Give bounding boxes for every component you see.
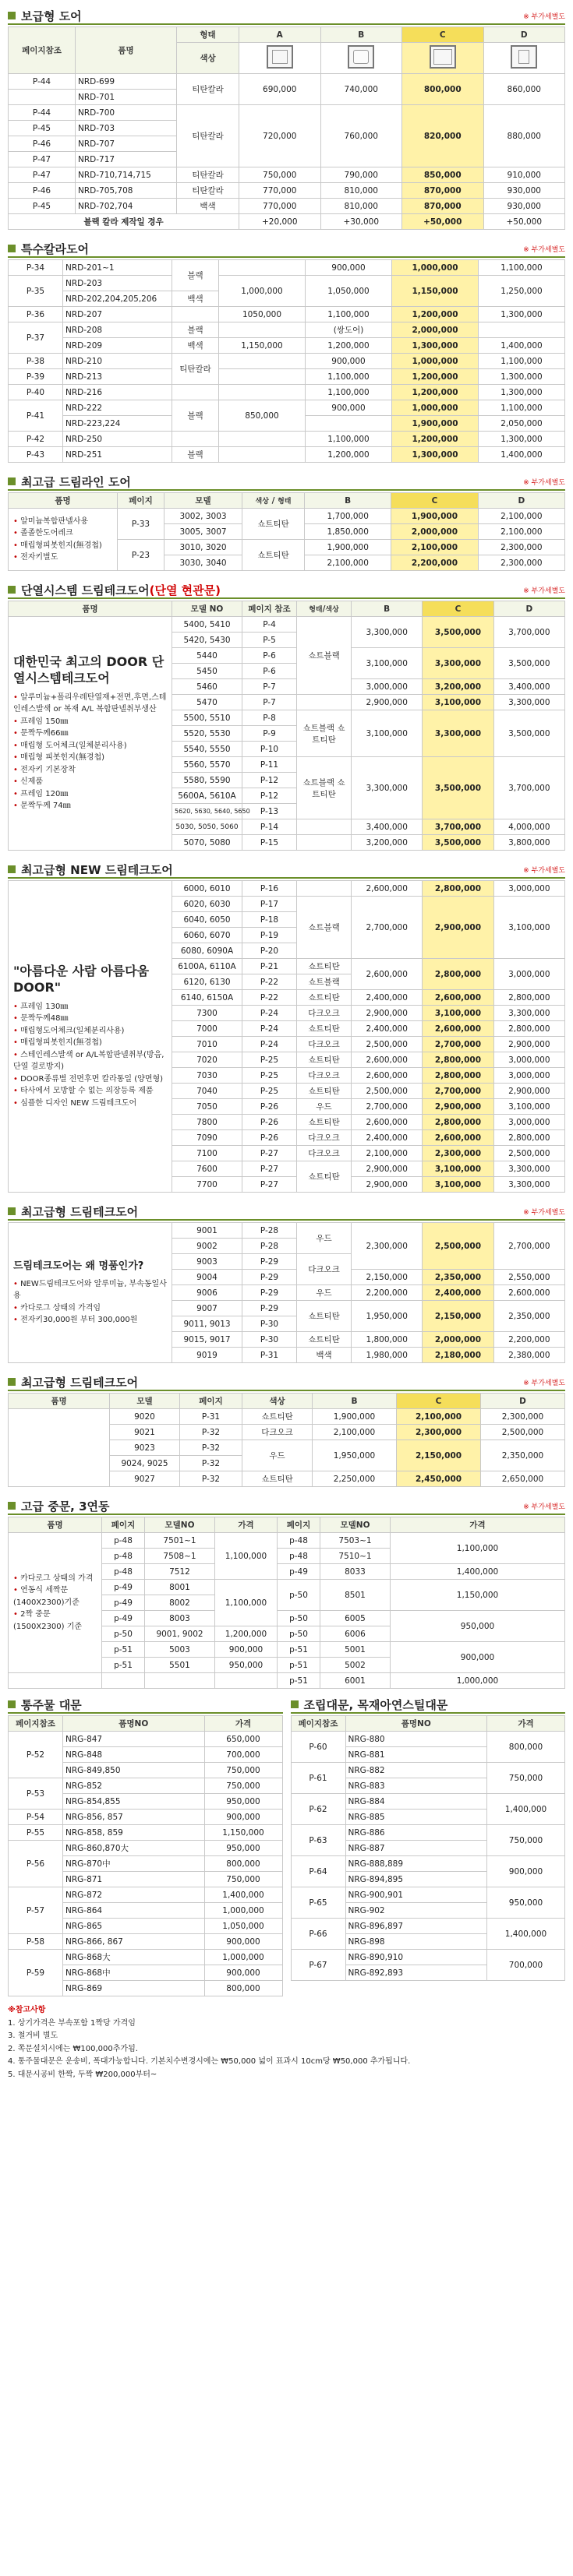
section-title: 최고급 드림라인 도어 [21, 474, 131, 489]
table-row: NRD-209 백색 1,150,000 1,200,000 1,300,000 1,400,000 [9, 338, 565, 354]
table-row: P-40 NRD-216 1,100,000 1,200,000 1,300,000 [9, 385, 565, 400]
table-row: 7010 P-24 다크오크 2,500,000 2,700,000 2,900,000 [9, 1037, 565, 1052]
feature-list: • 카다로그 상태의 가격 • 연동식 세짝문 (1400X2300)기준 • 2짝 중문(1500X2300) 기준 [9, 1533, 102, 1673]
table-row: 5580, 5590 P-12 [9, 773, 565, 788]
table-row: p-51 6001 1,000,000 [9, 1673, 565, 1689]
note-line: 4. 통주물대문은 운송비, 폭대가능합니다. 기본치수변경시에는 ₩50,000 넓이 표과시 10cm당 ₩50,000 추가됩니다. [8, 2057, 411, 2066]
table-row: 9020 P-31 쇼트티탄 1,900,000 2,100,000 2,300,000 [9, 1409, 565, 1425]
section-title: 최고급형 드림테크도어 [21, 1204, 139, 1219]
table-row: p-48 7508~1 p-48 7510~1 [9, 1549, 565, 1564]
table-row: 6120, 6130 P-22 쇼트블랙 [9, 974, 565, 990]
table-row: p-49 8002 [9, 1595, 565, 1611]
section-title: 조립대문, 목재아연스틸대문 [303, 1697, 448, 1712]
table-row: p-51 5003 900,000 p-51 5001 900,000 [9, 1642, 565, 1658]
table-row: 7100 P-27 다크오크 2,100,000 2,300,000 2,500,000 [9, 1146, 565, 1161]
section-insulated-door [0, 574, 573, 854]
table-row: 6020, 6030 P-17 쇼트블랙 2,700,000 2,900,000 3,100,000 [9, 897, 565, 912]
square-bullet-icon [8, 12, 16, 19]
table-row: P-42 NRD-250 1,100,000 1,200,000 1,300,000 [9, 432, 565, 447]
table-row: 5500, 5510 P-8 쇼트블랙 쇼트티탄 3,100,000 3,300,000 3,500,000 [9, 710, 565, 726]
table-row: 대한민국 최고의 DOOR 단열시스템테크도어 • 알루미늄+폴리우레탄열재+전면,후면,스테인레스발색 or 복재 A/L 복합판넬취부생산 • 프레임 150㎜ • 문짝두께66㎜ • 매립형 도어체크(일체분리사용) • 매립형 피봇힌지(無경첩) • 전자키 기본장착 • 신제품 • 프레임 120㎜ • 문짝두께 74㎜ 5400, 5410 P-4 쇼트블랙 3,300,000 3,500,000 3,700,000 [9, 617, 565, 633]
section-header [8, 582, 565, 599]
section-header [8, 8, 565, 25]
section-assembled-gate [291, 1697, 566, 1996]
col-b: B [320, 27, 402, 43]
section-header [291, 1697, 566, 1714]
table-row: NRD-223,224 1,900,000 2,050,000 [9, 416, 565, 432]
table-row: NRG-894,895 [291, 1872, 565, 1887]
table-row: NRG-869 800,000 [9, 1981, 283, 1996]
vat-note: ※ 부가세별도 [523, 12, 565, 21]
table-row: P-64 NRG-888,889 900,000 [291, 1856, 565, 1872]
table-row: NRG-865 1,050,000 [9, 1919, 283, 1934]
price-table-assembled-gate: 페이지참조 품명NO 가격 P-60 NRG-880 800,000 NRG-881 P-61 NRG-882 750,000 NRG-883 P-62 NRG-884 1,400,000 NRG-885 P-63 NRG-886 750,000 NRG-887 P-64 NRG-888,889 900,000 NRG-894,895 P-65 NRG-900,901 950,000 NRG-902 P-66 NRG-896,897 1,400,000 NRG-898 P-67 NRG-890,910 700,000 NRG-892,893 [291, 1715, 566, 1981]
table-row: NRG-887 [291, 1841, 565, 1856]
table-row: P-23 3010, 3020 쇼트티탄 1,900,000 2,100,000 2,300,000 [9, 540, 565, 555]
table-row: P-46 NRD-705,708 티탄칼라 770,000 810,000 870,000 930,000 [9, 183, 565, 199]
col-c: C [402, 27, 484, 43]
table-row: 5540, 5550 P-10 [9, 742, 565, 757]
square-bullet-icon [8, 1700, 16, 1708]
table-row: P-61 NRG-882 750,000 [291, 1763, 565, 1778]
section-header [8, 474, 565, 491]
square-bullet-icon [8, 477, 16, 485]
section-header [8, 1374, 565, 1391]
table-row: 5560, 5570 P-11 쇼트블랙 쇼트티탄 3,300,000 3,500,000 3,700,000 [9, 757, 565, 773]
table-row: P-38 NRD-210 티탄칼라 900,000 1,000,000 1,100,000 [9, 354, 565, 369]
table-row: NRG-898 [291, 1934, 565, 1950]
table-row: NRG-892,893 [291, 1965, 565, 1981]
table-row: P-55 NRG-858, 859 1,150,000 [9, 1825, 283, 1841]
table-row: 9007 P-29 쇼트티탄 1,950,000 2,150,000 2,350,000 [9, 1301, 565, 1316]
table-row: NRG-864 1,000,000 [9, 1903, 283, 1919]
table-row: P-66 NRG-896,897 1,400,000 [291, 1919, 565, 1934]
price-table-basic [8, 26, 565, 230]
table-row: NRG-881 [291, 1747, 565, 1763]
table-row: P-43 NRD-251 블랙 1,200,000 1,300,000 1,400,000 [9, 447, 565, 463]
door-type-b-icon [348, 45, 374, 69]
table-row: 5600A, 5610A P-12 [9, 788, 565, 804]
table-row: NRD-202,204,205,206 백색 [9, 291, 565, 307]
table-row: p-48 7512 p-49 8033 1,400,000 [9, 1564, 565, 1580]
table-row: NRG-854,855 950,000 [9, 1794, 283, 1810]
table-row: 5470 P-7 2,900,000 3,100,000 3,300,000 [9, 695, 565, 710]
table-row: 5460 P-7 3,000,000 3,200,000 3,400,000 [9, 679, 565, 695]
price-table-insulated: 품명 모델 NO 페이지 참조 형태/색상 B C D 대한민국 최고의 DOOR 단열시스템테크도어 • 알루미늄+폴리우레탄열재+전면,후면,스테인레스발색 or 복재 A/L 복합판넬취부생산 • 프레임 150㎜ • 문짝두께66㎜ • 매립형 도어체크(일체분리사용) • 매립형 피봇힌지(無경첩) • 전자키 기본장착 • 신제품 • 프레임 120㎜ • 문짝두께 74㎜ 5400, 5410 P-4 쇼트블랙 3,300,000 3,500,000 3,700,000 5420, 5430 P-5 5440 P-6 3,100,000 3,300,000 3,500,000 5450 P-6 5460 P-7 3,000,000 3,200,000 3,400,000 5470 P-7 2,900,000 3,100,000 3,300,000 5500, 5510 P-8 쇼트블랙 쇼트티탄 3,100,000 3,300,000 3,500,000 5520, 5530 P-9 5540, 5550 P-10 5560, 5570 P-11 쇼트블랙 쇼트티탄 3,300,000 3,500,000 3,700,000 5580, 5590 P-12 5600A, 5610A P-12 5620, 5630, 5640, 5650 P-13 5030, 5050, 5060 P-14 3,400,000 3,700,000 4,000,000 5070, 5080 P-15 3,200,000 3,500,000 3,800,000 [8, 601, 565, 851]
table-row: 9003 P-29 다크오크 [9, 1254, 565, 1270]
table-row: P-63 NRG-886 750,000 [291, 1825, 565, 1841]
table-row: P-59 NRG-868大 1,000,000 [9, 1950, 283, 1965]
note-line: 5. 대문시공비 한짝, 두짝 ₩200,000부터~ [8, 2070, 157, 2079]
section-premium-dreamtech-door [0, 1196, 573, 1366]
table-row: NRG-849,850 750,000 [9, 1763, 283, 1778]
table-row: NRG-870中 800,000 [9, 1856, 283, 1872]
vat-note: ※ 부가세별도 [523, 866, 565, 875]
table-row: P-53 NRG-852 750,000 [9, 1778, 283, 1794]
table-row: P-45 NRD-703 [9, 121, 565, 136]
price-table-cast-gate: 페이지참조 품명NO 가격 P-52 NRG-847 650,000 NRG-848 700,000 NRG-849,850 750,000 P-53 NRG-852 750,000 NRG-854,855 950,000 P-54 NRG-856, 857 900,000 P-55 NRG-858, 859 1,150,000 P-56 NRG-860,870大 950,000 NRG-870中 800,000 NRG-871 750,000 P-57 NRG-872 1,400,000 NRG-864 1,000,000 NRG-865 1,050,000 P-58 NRG-866, 867 900,000 P-59 NRG-868大 1,000,000 NRG-868中 900,000 NRG-869 800,000 [8, 1715, 283, 1996]
section-new-dreamtech-door [0, 854, 573, 1196]
gate-sections [0, 1692, 573, 2000]
table-row: P-60 NRG-880 800,000 [291, 1732, 565, 1747]
table-row: P-47 NRD-710,714,715 티탄칼라 750,000 790,000 850,000 910,000 [9, 167, 565, 183]
table-row: 드림테크도어는 왜 명품인가? • NEW드림테크도어와 알루미늄, 부속동일사용 • 카다로그 상태의 가격임 • 전자키30,000원 부터 300,000원 9001 P-28 우드 2,300,000 2,500,000 2,700,000 [9, 1223, 565, 1239]
table-row: 9027 P-32 쇼트티탄 2,250,000 2,450,000 2,650,000 [9, 1471, 565, 1487]
price-table-middle-door: 품명 페이지 모델NO 가격 페이지 모델NO 가격 • 카다로그 상태의 가격 • 연동식 세짝문 (1400X2300)기준 • 2짝 중문(1500X2300) 기준 p-48 7501~1 1,100,000 p-48 7503~1 1,100,000 p-48 7508~1 p-48 7510~1 p-48 7512 p-49 8033 1,400,000 p-49 8001 1,100,000 p-50 8501 1,150,000 p-49 8002 p-49 8003 p-50 6005 950,000 p-50 9001, 9002 1,200,000 p-50 6006 p-51 5003 900,000 p-51 5001 900,000 p-51 5501 950,000 p-51 5002 p-51 6001 1,000,000 [8, 1517, 565, 1689]
square-bullet-icon [8, 586, 16, 594]
table-row: 9024, 9025 P-32 [9, 1456, 565, 1471]
col-d: D [483, 27, 565, 43]
price-table-premium-dreamtech [8, 1222, 565, 1363]
table-row: 7000 P-24 쇼트티탄 2,400,000 2,600,000 2,800,000 [9, 1021, 565, 1037]
section-title: 최고급형 NEW 드림테크도어 [21, 862, 173, 877]
price-table-special [8, 259, 565, 463]
table-row: p-49 8003 p-50 6005 950,000 [9, 1611, 565, 1626]
price-table-dreamline: 품명 페이지 모델 색상 / 형태 B C D • 알미늄복합판넬사용 • 졸졸한도어레크 • 매립형피봇힌지(無경첩) • 전자키별도 P-33 3002, 3003 쇼트티탄 1,700,000 1,900,000 2,100,000 3005, 3007 1,850,000 2,000,000 2,100,000 P-23 3010, 3020 쇼트티탄 1,900,000 2,100,000 2,300,000 3030, 3040 2,100,000 2,200,000 2,300,000 [8, 492, 565, 571]
col-a: A [239, 27, 321, 43]
table-row: 7600 P-27 쇼트티탄 2,900,000 3,100,000 3,300,000 [9, 1161, 565, 1177]
table-row: NRG-871 750,000 [9, 1872, 283, 1887]
note-line: 2. 쪽문설치시에는 ₩100,000추가됨. [8, 2044, 138, 2053]
table-row: 7800 P-26 쇼트티탄 2,600,000 2,800,000 3,000,000 [9, 1115, 565, 1130]
table-row: P-41 NRD-222 블랙 850,000 900,000 1,000,000 1,100,000 [9, 400, 565, 416]
price-table-new-dreamtech [8, 880, 565, 1193]
vat-note: ※ 부가세별도 [523, 1379, 565, 1387]
table-row: 5070, 5080 P-15 3,200,000 3,500,000 3,800,000 [9, 835, 565, 851]
section-title: 특수칼라도어 [21, 241, 89, 256]
section-premium-dreamtech-door-2 [0, 1366, 573, 1490]
table-row: NRD-701 [9, 90, 565, 105]
table-row: 7040 P-25 쇼트티탄 2,500,000 2,700,000 2,900,000 [9, 1084, 565, 1099]
square-bullet-icon [8, 1502, 16, 1510]
table-row: 7020 P-25 쇼트티탄 2,600,000 2,800,000 3,000,000 [9, 1052, 565, 1068]
table-row: 6040, 6050 P-18 [9, 912, 565, 928]
section-title-note: (단열 현관문) [149, 583, 221, 597]
section-header [8, 1498, 565, 1515]
header-model: 품명 [76, 27, 177, 74]
feature-list: 대한민국 최고의 DOOR 단열시스템테크도어 • 알루미늄+폴리우레탄열재+전면,후면,스테인레스발색 or 복재 A/L 복합판넬취부생산 • 프레임 150㎜ • 문짝두께66㎜ • 매립형 도어체크(일체분리사용) • 매립형 피봇힌지(無경첩) • 전자키 기본장착 • 신제품 • 프레임 120㎜ • 문짝두께 74㎜ [9, 617, 172, 851]
vat-note: ※ 부가세별도 [523, 245, 565, 254]
table-row: P-35 NRD-203 1,000,000 1,050,000 1,150,000 1,250,000 [9, 276, 565, 291]
table-row: P-65 NRG-900,901 950,000 [291, 1887, 565, 1903]
section-header [8, 1203, 565, 1221]
table-row: 3030, 3040 2,100,000 2,200,000 2,300,000 [9, 555, 565, 571]
table-row: • 알미늄복합판넬사용 • 졸졸한도어레크 • 매립형피봇힌지(無경첩) • 전자키별도 P-33 3002, 3003 쇼트티탄 1,700,000 1,900,000 2,100,000 [9, 509, 565, 524]
door-type-c-icon [430, 45, 456, 69]
table-row: 9023 P-32 우드 1,950,000 2,150,000 2,350,000 [9, 1440, 565, 1456]
header-page: 페이지참조 [9, 27, 76, 74]
vat-note: ※ 부가세별도 [523, 1503, 565, 1511]
table-row: p-49 8001 1,100,000 p-50 8501 1,150,000 [9, 1580, 565, 1595]
section-dreamline-door [0, 466, 573, 574]
table-row: 3005, 3007 1,850,000 2,000,000 2,100,000 [9, 524, 565, 540]
table-row: 5450 P-6 [9, 664, 565, 679]
door-type-a-icon [267, 45, 293, 69]
table-row: P-62 NRG-884 1,400,000 [291, 1794, 565, 1810]
table-row: 5030, 5050, 5060 P-14 3,400,000 3,700,000 4,000,000 [9, 819, 565, 835]
table-row: "아름다운 사람 아름다움 DOOR" • 프레임 130㎜ • 문짝두께48㎜ • 매립형도어체크(일체분리사용) • 매립형피봇힌지(無경첩) • 스테인레스발색 or A/L복합판넬취부(방음, 단열 결로방지) • DOOR종류별 전면후면 칼라통일 (양면형) • 타사에서 모방할 수 없는 의장등록 제품 • 심플한 디자인 NEW 드림테크도어 6000, 6010 P-16 2,600,000 2,800,000 3,000,000 [9, 881, 565, 897]
table-row: 9021 P-32 다크오크 2,100,000 2,300,000 2,500,000 [9, 1425, 565, 1440]
header-shape: 형태 [177, 27, 239, 43]
notes [0, 2000, 573, 2086]
section-title: 통주물 대문 [21, 1697, 82, 1712]
table-row: 6060, 6070 P-19 [9, 928, 565, 943]
table-row: 9004 P-29 2,150,000 2,350,000 2,550,000 [9, 1270, 565, 1285]
table-row: 5520, 5530 P-9 [9, 726, 565, 742]
table-row: 5620, 5630, 5640, 5650 P-13 [9, 804, 565, 819]
table-row: P-37 NRD-208 블랙 (쌍도어) 2,000,000 [9, 322, 565, 338]
table-row: NRG-848 700,000 [9, 1747, 283, 1763]
feature-list: 드림테크도어는 왜 명품인가? • NEW드림테크도어와 알루미늄, 부속동일사용 • 카다로그 상태의 가격임 • 전자키30,000원 부터 300,000원 [9, 1223, 172, 1363]
table-row: P-57 NRG-872 1,400,000 [9, 1887, 283, 1903]
section-header [8, 241, 565, 258]
table-row: 7090 P-26 다크오크 2,400,000 2,600,000 2,800,000 [9, 1130, 565, 1146]
table-row: P-52 NRG-847 650,000 [9, 1732, 283, 1747]
table-row: P-39 NRD-213 1,100,000 1,200,000 1,300,000 [9, 369, 565, 385]
feature-list: • 알미늄복합판넬사용 • 졸졸한도어레크 • 매립형피봇힌지(無경첩) • 전자키별도 [9, 509, 118, 571]
section-cast-gate [8, 1697, 283, 1996]
table-row: P-67 NRG-890,910 700,000 [291, 1950, 565, 1965]
square-bullet-icon [8, 865, 16, 873]
table-row: 5440 P-6 3,100,000 3,300,000 3,500,000 [9, 648, 565, 664]
table-row: P-36 NRD-207 1050,000 1,100,000 1,200,000 1,300,000 [9, 307, 565, 322]
table-row: 6080, 6090A P-20 [9, 943, 565, 959]
table-row: 9011, 9013 P-30 [9, 1316, 565, 1332]
table-row: P-46 NRD-707 [9, 136, 565, 152]
table-row: P-54 NRG-856, 857 900,000 [9, 1810, 283, 1825]
table-row: 5420, 5430 P-5 [9, 633, 565, 648]
table-row: 9019 P-31 백색 1,980,000 2,180,000 2,380,000 [9, 1348, 565, 1363]
table-row: 9006 P-29 우드 2,200,000 2,400,000 2,600,000 [9, 1285, 565, 1301]
table-row: 7700 P-27 2,900,000 3,100,000 3,300,000 [9, 1177, 565, 1193]
table-row: 7300 P-24 다크오크 2,900,000 3,100,000 3,300,000 [9, 1006, 565, 1021]
section-title: 보급형 도어 [21, 9, 82, 23]
feature-list: "아름다운 사람 아름다움 DOOR" • 프레임 130㎜ • 문짝두께48㎜ • 매립형도어체크(일체분리사용) • 매립형피봇힌지(無경첩) • 스테인레스발색 or A/L복합판넬취부(방음, 단열 결로방지) • DOOR종류별 전면후면 칼라통일 (양면형) • 타사에서 모방할 수 없는 의장등록 제품 • 심플한 디자인 NEW 드림테크도어 [9, 881, 172, 1193]
square-bullet-icon [8, 1207, 16, 1215]
table-row: 9002 P-28 [9, 1239, 565, 1254]
notes-heading: ※참고사항 [8, 2006, 46, 2014]
table-row: • 카다로그 상태의 가격 • 연동식 세짝문 (1400X2300)기준 • 2짝 중문(1500X2300) 기준 p-48 7501~1 1,100,000 p-48 7503~1 1,100,000 [9, 1533, 565, 1549]
table-row: p-50 9001, 9002 1,200,000 p-50 6006 [9, 1626, 565, 1642]
table-row: P-44 NRD-700 티탄칼라 720,000 760,000 820,000 880,000 [9, 105, 565, 121]
section-basic-door [0, 0, 573, 233]
section-title: 최고급형 드림테크도어 [21, 1375, 139, 1390]
table-row: P-47 NRD-717 [9, 152, 565, 167]
price-table-premium-dreamtech-2: 품명 모델 페이지 색상 B C D 9020 P-31 쇼트티탄 1,900,000 2,100,000 2,300,000 9021 P-32 다크오크 2,100,000 2,300,000 2,500,000 9023 P-32 우드 1,950,000 2,150,000 2,350,000 9024, 9025 P-32 9027 P-32 쇼트티탄 2,250,000 2,450,000 2,650,000 [8, 1393, 565, 1487]
table-row: 6100A, 6110A P-21 쇼트티탄 2,600,000 2,800,000 3,000,000 [9, 959, 565, 974]
table-row: P-34 NRD-201~1 블랙 900,000 1,000,000 1,100,000 [9, 260, 565, 276]
table-row: NRG-868中 900,000 [9, 1965, 283, 1981]
table-row: 9015, 9017 P-30 쇼트티탄 1,800,000 2,000,000 2,200,000 [9, 1332, 565, 1348]
header-color: 색상 [177, 43, 239, 74]
square-bullet-icon [8, 1378, 16, 1386]
note-line: 3. 철거비 별도 [8, 2032, 58, 2040]
table-row-black-option: 블랙 칼라 제작일 경우 +20,000 +30,000 +50,000 +50,000 [9, 214, 565, 230]
section-title: 고급 중문, 3연동 [21, 1499, 110, 1514]
section-header [8, 862, 565, 879]
square-bullet-icon [291, 1700, 299, 1708]
table-row: P-44 NRD-699 티탄칼라 690,000 740,000 800,000 860,000 [9, 74, 565, 90]
table-row: P-45 NRD-702,704 백색 770,000 810,000 870,000 930,000 [9, 199, 565, 214]
section-title: 단열시스템 드림테크도어 [21, 583, 150, 597]
table-row: P-56 NRG-860,870大 950,000 [9, 1841, 283, 1856]
section-middle-door [0, 1490, 573, 1692]
table-row: 6140, 6150A P-22 쇼트티탄 2,400,000 2,600,000 2,800,000 [9, 990, 565, 1006]
vat-note: ※ 부가세별도 [523, 1208, 565, 1217]
table-row: NRG-902 [291, 1903, 565, 1919]
note-line: 1. 상기가격은 부속포함 1짝당 가격임 [8, 2018, 136, 2028]
section-special-color-door [0, 233, 573, 466]
vat-note: ※ 부가세별도 [523, 478, 565, 487]
door-type-d-icon [511, 45, 537, 69]
table-row: 7030 P-25 다크오크 2,600,000 2,800,000 3,000,000 [9, 1068, 565, 1084]
section-header [8, 1697, 283, 1714]
square-bullet-icon [8, 245, 16, 252]
table-row: NRG-885 [291, 1810, 565, 1825]
table-row: p-51 5501 950,000 p-51 5002 [9, 1658, 565, 1673]
table-row: NRG-883 [291, 1778, 565, 1794]
vat-note: ※ 부가세별도 [523, 587, 565, 595]
table-row: P-58 NRG-866, 867 900,000 [9, 1934, 283, 1950]
table-row: 7050 P-26 우드 2,700,000 2,900,000 3,100,000 [9, 1099, 565, 1115]
